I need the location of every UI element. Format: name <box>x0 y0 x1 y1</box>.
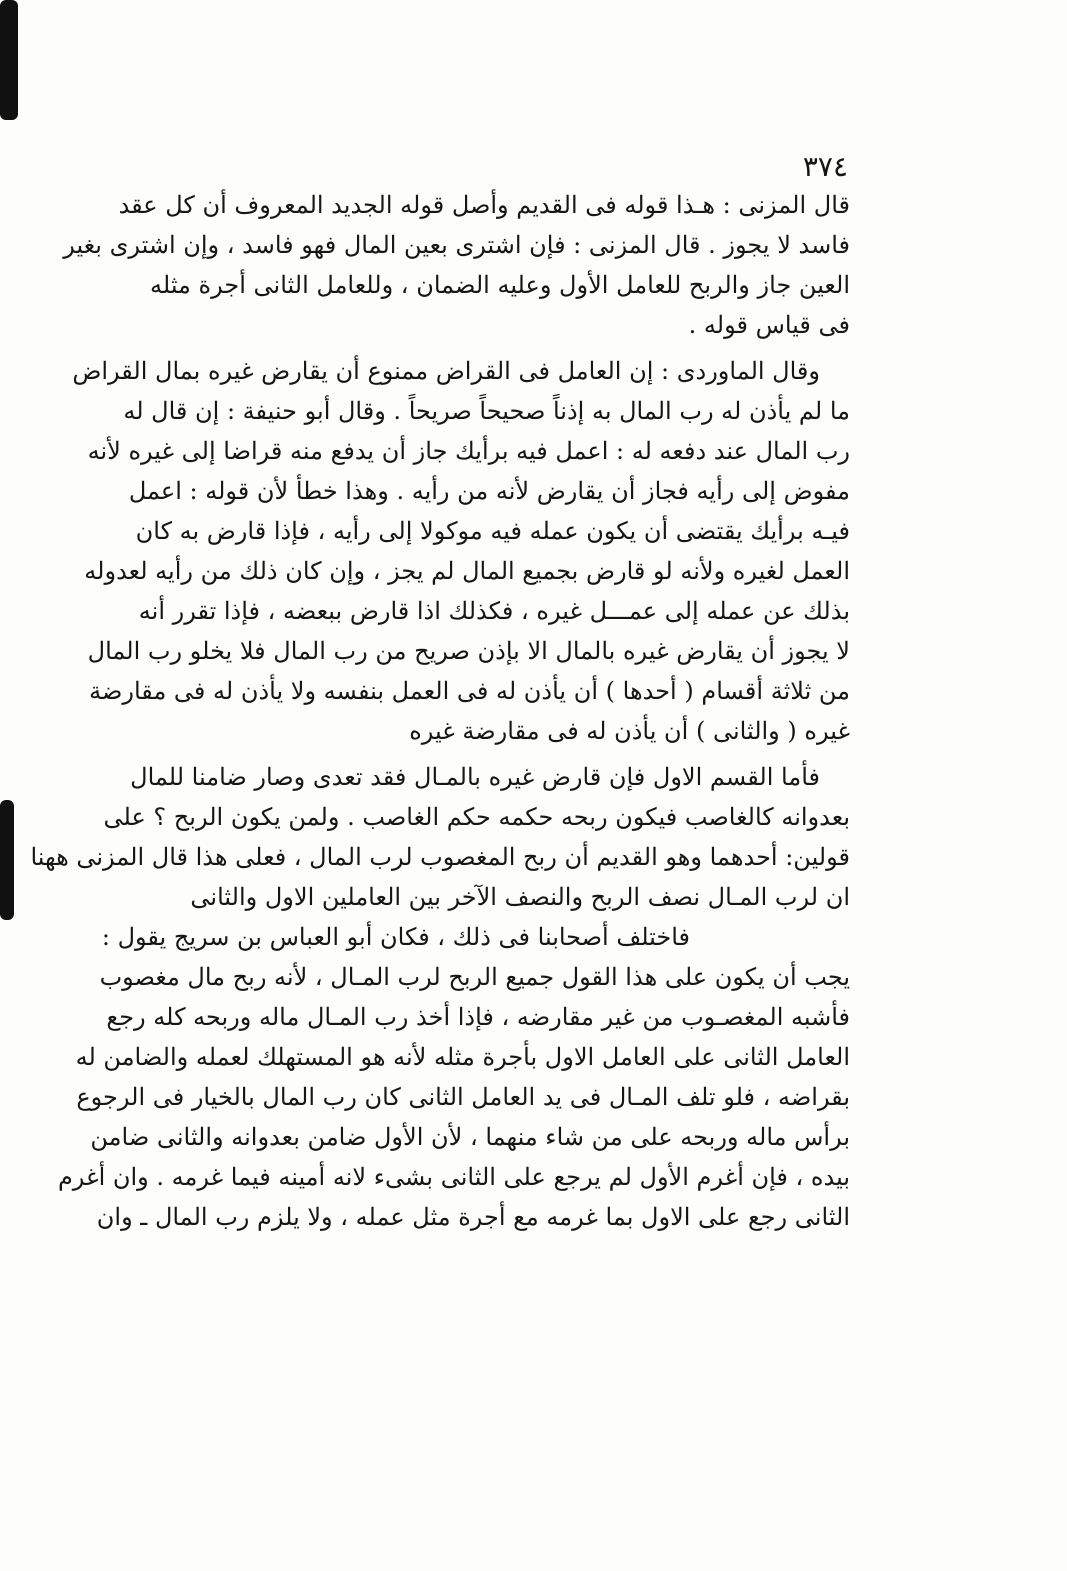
text-line: بقراضه ، فلو تلف المـال فى يد العامل الثانى كان رب المال بالخيار فى الرجوع <box>76 1083 850 1111</box>
scan-edge-mark <box>0 0 18 120</box>
text-line: العين جاز والربح للعامل الأول وعليه الضمان ، وللعامل الثانى أجرة مثله <box>150 271 850 299</box>
text-line: يجب أن يكون على هذا القول جميع الربح لرب المـال ، لأنه ربح مال مغصوب <box>99 963 850 991</box>
text-line: العامل الثانى على العامل الاول بأجرة مثله لأنه هو المستهلك لعمله والضامن له <box>75 1043 850 1071</box>
body-text <box>30 185 850 1237</box>
text-line: فاختلف أصحابنا فى ذلك ، فكان أبو العباس بن سريج يقول : <box>101 923 690 951</box>
text-line: قولين: أحدهما وهو القديم أن ربح المغصوب لرب المال ، فعلى هذا قال المزنى ههنا <box>30 843 850 871</box>
text-line: قال المزنى : هـذا قوله فى القديم وأصل قوله الجديد المعروف أن كل عقد <box>118 191 850 219</box>
text-line: الثانى رجع على الاول بما غرمه مع أجرة مثل عمله ، ولا يلزم رب المال ـ وان <box>96 1203 850 1231</box>
text-line: غيره ( والثانى ) أن يأذن له فى مقارضة غيره <box>409 717 850 745</box>
text-line: من ثلاثة أقسام ( أحدها ) أن يأذن له فى العمل بنفسه ولا يأذن له فى مقارضة <box>89 677 850 705</box>
text-line: فأما القسم الاول فإن قارض غيره بالمـال فقد تعدى وصار ضامنا للمال <box>130 763 820 791</box>
text-line: ان لرب المـال نصف الربح والنصف الآخر بين العاملين الاول والثانى <box>190 883 850 911</box>
text-line: فأشبه المغصـوب من غير مقارضه ، فإذا أخذ رب المـال ماله وربحه كله رجع <box>106 1003 850 1031</box>
text-line: فيـه برأيك يقتضى أن يكون عمله فيه موكولا إلى رأيه ، فإذا قارض به كان <box>135 517 850 545</box>
text-line: ما لم يأذن له رب المال به إذناً صحيحاً صريحاً . وقال أبو حنيفة : إن قال له <box>123 397 850 425</box>
text-line: فاسد لا يجوز . قال المزنى : فإن اشترى بعين المال فهو فاسد ، وإن اشترى بغير <box>63 231 850 259</box>
text-line: بذلك عن عمله إلى عمـــل غيره ، فكذلك اذا قارض ببعضه ، فإذا تقرر أنه <box>138 597 850 625</box>
text-line: العمل لغيره ولأنه لو قارض بجميع المال لم يجز ، وإن كان ذلك من رأيه لعدوله <box>84 557 850 585</box>
page-number: ٣٧٤ <box>802 150 848 183</box>
text-line: رب المال عند دفعه له : اعمل فيه برأيك جاز أن يدفع منه قراضا إلى غيره لأنه <box>87 437 850 465</box>
text-line: لا يجوز أن يقارض غيره بالمال الا بإذن صريح من رب المال فلا يخلو رب المال <box>87 637 850 665</box>
text-line: بعدوانه كالغاصب فيكون ربحه حكمه حكم الغاصب . ولمن يكون الربح ؟ على <box>103 803 850 831</box>
text-line: مفوض إلى رأيه فجاز أن يقارض لأنه من رأيه . وهذا خطأ لأن قوله : اعمل <box>128 477 850 505</box>
text-line: فى قياس قوله . <box>688 311 850 339</box>
scan-edge-mark <box>0 800 14 920</box>
text-line: بيده ، فإن أغرم الأول لم يرجع على الثانى بشىء لانه أمينه فيما غرمه . وان أغرم <box>57 1163 850 1191</box>
text-line: وقال الماوردى : إن العامل فى القراض ممنوع أن يقارض غيره بمال القراض <box>72 357 820 385</box>
text-line: برأس ماله وربحه على من شاء منهما ، لأن الأول ضامن بعدوانه والثانى ضامن <box>90 1123 850 1151</box>
